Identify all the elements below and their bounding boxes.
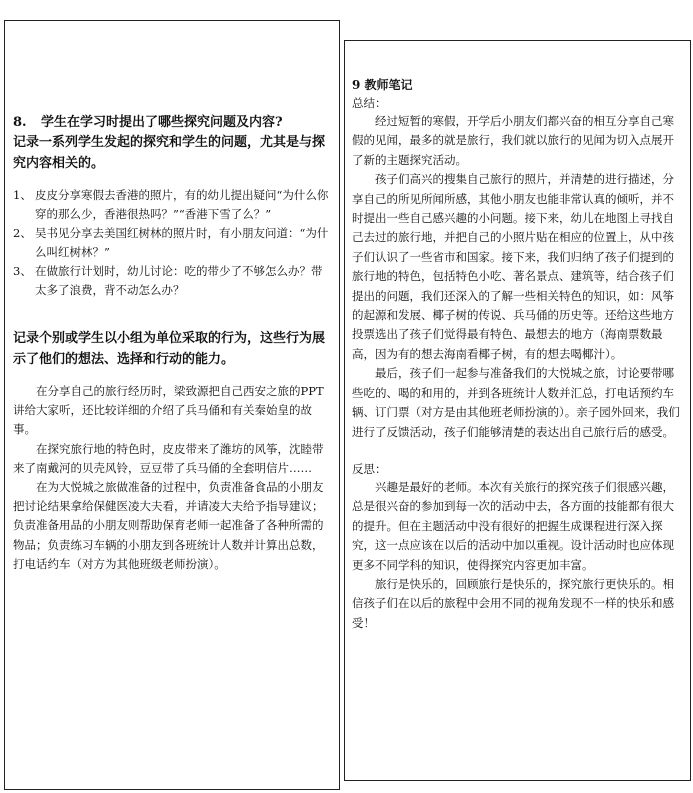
question-list: [13, 186, 332, 300]
left-panel: [4, 20, 340, 790]
right-panel: [344, 40, 691, 781]
paragraph: 旅行是快乐的，回顾旅行是快乐的，探究旅行更快乐的。相信孩子们在以后的旅程中会用不同的视角发现不一样的快乐和感受！: [352, 576, 674, 630]
teacher-notes-title: 9 教师笔记: [352, 78, 413, 92]
paragraph: 在探究旅行地的特色时，皮皮带来了潍坊的风筝，沈睦带来了南戴河的贝壳风铃，豆豆带了兵马俑的全套明信片……: [13, 441, 324, 475]
paragraph: 兴趣是最好的老师。本次有关旅行的探究孩子们很感兴趣，总是很兴奋的参加到每一次的活动中去，各方面的技能都有很大的提升。但在主题活动中没有很好的把握生成课程进行深入探究，这一点应该在以后的活动中加以重视。设计活动时也应体现更多不同学科的知识，使得探究内容更加丰富。: [352, 479, 674, 572]
list-item: 3、 在做旅行计划时，幼儿讨论：吃的带少了不够怎么办？带太多了浪费，背不动怎么办？: [13, 264, 323, 297]
behavior-prompt: 记录个别或学生以小组为单位采取的行为，这些行为展示了他们的想法、选择和行动的能力。: [13, 331, 326, 367]
paragraph: 经过短暂的寒假，开学后小朋友们都兴奋的相互分享自己寒假的见闻，最多的就是旅行，我们就以旅行的见闻为切入点展开了新的主题探究活动。: [352, 114, 674, 167]
paragraph: 最后，孩子们一起参与准备我们的大悦城之旅，讨论要带哪些吃的、喝的和用的，并到各班统计人数并汇总，打电话预约车辆、订门票（对方是由其他班老师扮演的）。亲子园外回来，我们进行了反馈活动，孩子们能够清楚的表达出自己旅行后的感受。: [352, 366, 680, 439]
paragraph: 在分享自己的旅行经历时，梁致源把自己西安之旅的PPT讲给大家听，还比较详细的介绍了兵马俑和有关秦始皇的故事。: [13, 384, 324, 437]
inquiry-prompt: 记录一系列学生发起的探究和学生的问题，尤其是与探究内容相关的。: [13, 135, 326, 171]
reflection-label: 反思：: [352, 461, 387, 476]
section-number: 8.: [13, 115, 27, 130]
summary-label: 总结：: [352, 96, 387, 110]
section-title: 学生在学习时提出了哪些探究问题及内容?: [41, 115, 283, 130]
paragraph: 孩子们高兴的搜集自己旅行的照片，并清楚的进行描述，分享自己的所见所闻所感，其他小朋友也能非常认真的倾听，并不时提出一些自己感兴趣的小问题。接下来，幼儿在地图上寻找自己去过的旅行地，并把自己的小照片贴在相应的位置上，从中孩子们认识了一些省市和国家。接下来，我们归纳了孩子们提到的旅行地的特色，包括特色小吃、著名景点、建筑等，结合孩子们提出的问题，我们还深入的了解一些相关特色的知识，如：风筝的起源和发展、椰子树的传说、兵马俑的历史等。还给这些地方投票选出了孩子们觉得最有特色、最想去的地方（海南票数最高，因为有的想去海南看椰子树，有的想去喝椰汁）。: [352, 172, 674, 361]
list-item: 2、 吴书见分享去美国红树林的照片时，有小朋友问道：“为什么叫红树林？”: [13, 226, 329, 259]
paragraph: 在为大悦城之旅做准备的过程中，负责准备食品的小朋友把讨论结果拿给保健医凌大夫看，并请凌大夫给予指导建议；负责准备用品的小朋友则帮助保育老师一起准备了各种所需的物品；负责练习车辆的小朋友到各班统计人数并计算出总数，打电话约车（对方为其他班级老师扮演）。: [13, 480, 324, 571]
list-item: 1、 皮皮分享寒假去香港的照片，有的幼儿提出疑问“为什么你穿的那么少，香港很热吗？”“香港下雪了么？”: [13, 188, 329, 221]
section-heading: [13, 113, 332, 132]
